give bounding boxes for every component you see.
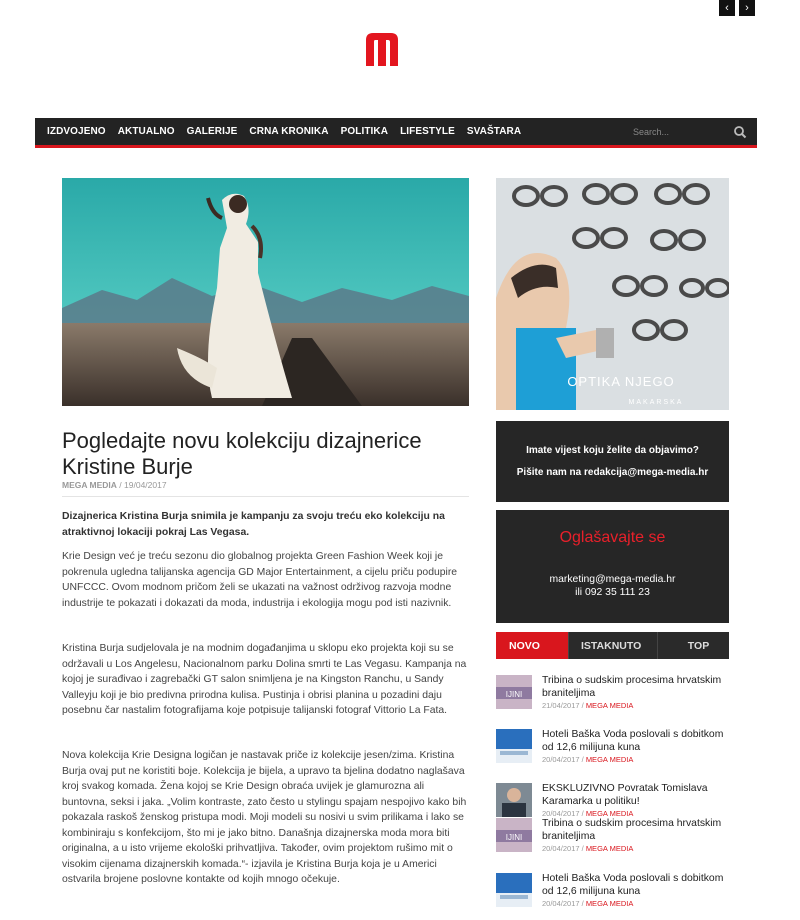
nav-item-crna-kronika[interactable]: CRNA KRONIKA (249, 126, 329, 137)
prev-arrow-button[interactable]: ‹ (719, 0, 735, 16)
article-paragraph: Kristina Burja sudjelovala je na modnim događanjima u sklopu eko projekta koji su se održavali u Los Angelesu, Nacionalnom parku Dolina smrti te Las Vegasu. Kampanja na kojoj je surađivao i zagrebački GT salon snimljena je na Kingston Ranchu, u Sandy Valleyju koji je bio predivna prirodna kulisa. Pustinja i obrisi planina u pozadini daju posebnu čar nastalim fotografijama koje potpisuje talijanski fotograf Vittorio La Fata. (62, 643, 467, 716)
submit-news-question: Imate vijest koju želite da objavimo? (526, 445, 699, 456)
nav-item-politika[interactable]: POLITIKA (340, 126, 389, 137)
article-byline: MEGA MEDIA / 19/04/2017 (62, 480, 469, 497)
news-headline[interactable]: Hoteli Baška Voda poslovali s dobitkom od 12,6 milijuna kuna (542, 873, 724, 897)
mega-media-logo[interactable] (363, 30, 401, 68)
news-thumbnail[interactable] (496, 783, 532, 817)
tab-istaknuto[interactable]: ISTAKNUTO (568, 632, 657, 659)
news-headline[interactable]: Tribina o sudskim procesima hrvatskim braniteljima (542, 818, 722, 842)
advertise-box (496, 510, 729, 623)
advertise-phone: ili 092 35 111 23 (575, 587, 650, 598)
submit-news-email[interactable]: Pišite nam na redakcija@mega-media.hr (516, 467, 709, 478)
nav-menu (35, 118, 527, 145)
news-thumbnail[interactable] (496, 675, 532, 709)
corner-navigation (719, 0, 755, 16)
nav-item-aktualno[interactable]: AKTUALNO (117, 126, 175, 137)
advertise-title: Oglašavajte se (559, 529, 666, 546)
news-meta: 20/04/2017 / MEGA MEDIA (542, 844, 634, 853)
news-headline[interactable]: Tribina o sudskim procesima hrvatskim braniteljima (542, 675, 722, 699)
search-icon[interactable] (733, 125, 747, 139)
article-title: Pogledajte novu kolekciju dizajnerice Kristine Burje (62, 428, 422, 479)
news-source[interactable]: MEGA MEDIA (585, 844, 634, 853)
advertise-email[interactable]: marketing@mega-media.hr (549, 574, 676, 585)
ad-brand-text: OPTIKA NJEGO (567, 374, 675, 389)
news-date: 20/04/2017 (542, 809, 580, 818)
search-input[interactable] (633, 127, 733, 137)
article-date: 19/04/2017 (124, 480, 167, 490)
article-author[interactable]: MEGA MEDIA (62, 480, 117, 490)
news-meta: 20/04/2017 / MEGA MEDIA (542, 899, 634, 908)
news-source[interactable]: MEGA MEDIA (585, 701, 634, 710)
article-hero-image (62, 178, 469, 406)
news-headline[interactable]: Hoteli Baška Voda poslovali s dobitkom od 12,6 milijuna kuna (542, 729, 724, 753)
tab-novo[interactable]: NOVO (496, 632, 568, 659)
nav-item-svastara[interactable]: SVAŠTARA (466, 126, 522, 137)
article-paragraph: Krie Design već je treću sezonu dio globalnog projekta Green Fashion Week koji je pokrenula ugledna talijanska agencija GD Major Entertainment, a cijelu priču podupire UNFCCC. Ovom modnom pričom želi se ukazati na važnost održivog razvoja modne industrije te pokazati i dokazati da moda, industrija i ekologija mogu pod isti nazivnik. (62, 551, 458, 609)
svg-text:IJINI: IJINI (505, 833, 523, 842)
news-meta: 21/04/2017 / MEGA MEDIA (542, 701, 634, 710)
next-arrow-button[interactable]: › (739, 0, 755, 16)
news-date: 20/04/2017 (542, 899, 580, 908)
news-meta: 20/04/2017 / MEGA MEDIA (542, 809, 634, 818)
main-navigation (35, 118, 757, 148)
nav-item-lifestyle[interactable]: LIFESTYLE (400, 126, 455, 137)
news-source[interactable]: MEGA MEDIA (585, 899, 634, 908)
news-date: 20/04/2017 (542, 844, 580, 853)
news-source[interactable]: MEGA MEDIA (585, 809, 634, 818)
ad-city-text: MAKARSKA (628, 399, 684, 406)
search-box (633, 125, 757, 139)
article-paragraph: Nova kolekcija Krie Designa logičan je nastavak priče iz kolekcije jesen/zima. Kristina Burja ovaj put ne koristiti boje. Kolekcija je bijela, a upravo ta bjelina dodatno naglašava kroj svakog komada. Žena kojoj se Krie Design obraća uvijek je glamurozna ali buntovna, seksi i jaka. „Volim kontraste, zato često u stylingu spajam nespojivo kako bih pokazala raskoš ženskog pristupa modi. Moji modeli su nosivi u svim prilikama i lako se kombiniraju s konfekcijom, što mi je jako bitno. Današnja dizajnerska moda mora biti originalna, a u isto vrijeme ekološki prihvatljiva. Također, ovim projektom rušimo mit o visokim cijenama dizajnerskih komada.“- izjavila je Kristina Burja koja je u Americi ostvarila brojene poslovne kontakte od kojih mnogo očekuje. (62, 750, 467, 885)
news-headline[interactable]: EKSKLUZIVNO Povratak Tomislava Karamarka u politiku! (542, 783, 708, 807)
news-meta: 20/04/2017 / MEGA MEDIA (542, 755, 634, 764)
news-tabs (496, 632, 729, 659)
news-thumbnail[interactable] (496, 818, 532, 852)
news-thumbnail[interactable] (496, 729, 532, 763)
svg-text:IJINI: IJINI (505, 690, 523, 699)
nav-item-izdvojeno[interactable]: IZDVOJENO (47, 126, 106, 137)
nav-item-galerije[interactable]: GALERIJE (186, 126, 238, 137)
article-lead: Dizajnerica Kristina Burja snimila je kampanju za svoju treću eko kolekciju na atraktivnoj lokaciji pokraj Las Vegasa. (62, 511, 445, 538)
submit-news-box (496, 421, 729, 502)
news-date: 21/04/2017 (542, 701, 580, 710)
optika-njego-ad-banner[interactable] (496, 178, 729, 410)
news-date: 20/04/2017 (542, 755, 580, 764)
tab-top[interactable]: TOP (657, 632, 729, 659)
news-thumbnail[interactable] (496, 873, 532, 907)
news-source[interactable]: MEGA MEDIA (585, 755, 634, 764)
